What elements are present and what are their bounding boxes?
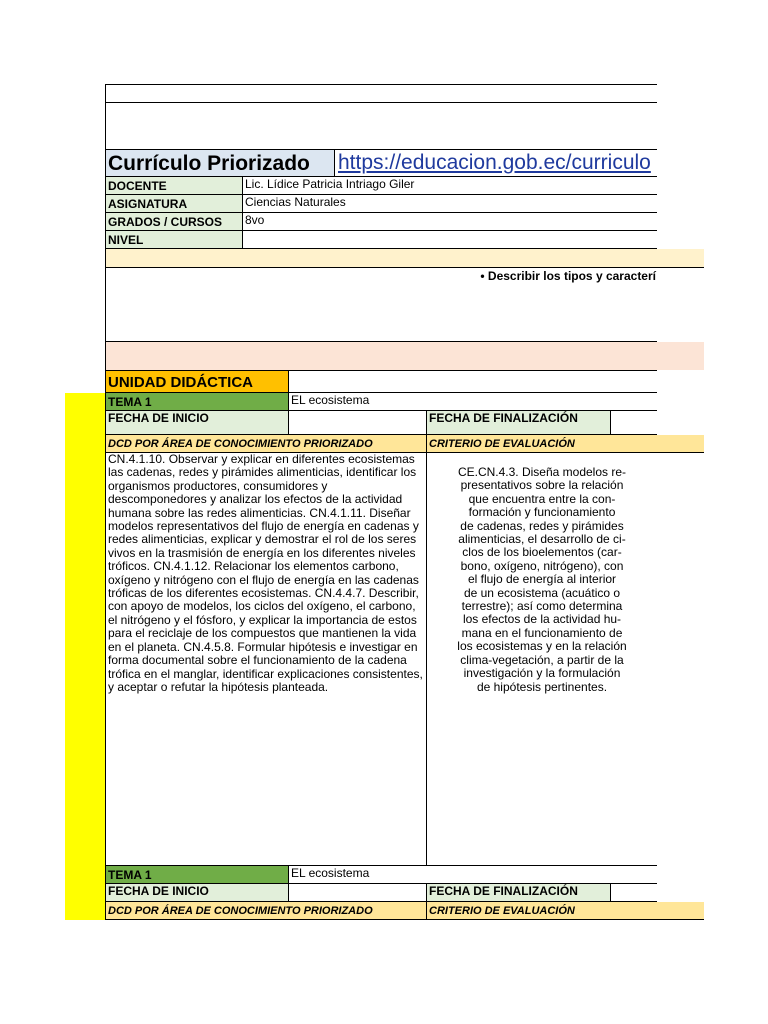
objective-text: • Describir los tipos y caracterí	[480, 269, 656, 283]
nivel-value	[243, 231, 657, 249]
criterio-line: clima-vegetación, a partir de la	[460, 652, 624, 667]
empty-row-header-space	[105, 103, 657, 150]
page-title-cell	[105, 149, 335, 177]
criterio-line: terrestre); así como determina	[461, 599, 623, 614]
dcd-text: CN.4.1.10. Observar y explicar en diferentes ecosistemas las cadenas, redes y pirámides alimenticias, identificar los organismos productores, consumidores y descomponedores y analizar los efectos de la actividad humana sobre las redes alimenticias. CN.4.1.11. Diseñar modelos representativos del flujo de energía en cadenas y redes alimenticias, explicar y demostrar el rol de los seres vivos en la trasmisión de energía en los diferentes niveles tróficos. CN.4.1.12. Relacionar los elementos carbono, oxígeno y nitrógeno con el flujo de energía en las cadenas tróficas de los diferentes ecosistemas. CN.4.4.7. Describir, con apoyo de modelos, los ciclos del oxígeno, el carbono, el nitrógeno y el fósforo, y explicar la importancia de estos para el reciclaje de los compuestos que mantienen la vida en el planeta. CN.4.5.8. Formular hipótesis e investigar en forma documental sobre el funcionamiento de la cadena trófica en el manglar, identificar explicaciones consistentes, y aceptar o refutar la hipótesis planteada.	[108, 453, 423, 694]
fecha-fin-value[interactable]	[611, 411, 657, 435]
grados-value: 8vo	[243, 213, 657, 231]
dcd-label-repeat: DCD POR ÁREA DE CONOCIMIENTO PRIORIZADO	[105, 902, 427, 920]
criterio-label: CRITERIO DE EVALUACIÓN	[427, 435, 704, 453]
curriculum-link[interactable]: https://educacion.gob.ec/curriculo	[338, 151, 651, 174]
criterio-line: investigación y la formulación	[463, 666, 621, 681]
docente-value: Lic. Lídice Patricia Intriago Giler	[243, 177, 657, 195]
criterio-line: de un ecosistema (acuático o	[463, 585, 621, 600]
criterio-line: de cadenas, redes y pirámides	[460, 518, 624, 533]
yellow-side-bar	[65, 393, 106, 920]
dcd-content-cell	[105, 453, 427, 866]
fecha-inicio-value[interactable]	[289, 411, 427, 435]
fecha-inicio-value-repeat[interactable]	[289, 884, 427, 902]
fecha-fin-value-repeat[interactable]	[611, 884, 657, 902]
curriculum-link-cell	[335, 149, 657, 177]
fecha-inicio-label-repeat: FECHA DE INICIO	[105, 884, 289, 902]
unit-label: UNIDAD DIDÁCTICA	[105, 370, 289, 393]
asignatura-value: Ciencias Naturales	[243, 195, 657, 213]
asignatura-label: ASIGNATURA	[105, 195, 243, 213]
page-title: Currículo Priorizado	[108, 152, 310, 175]
criterio-line: mana en el funcionamiento de	[461, 625, 623, 640]
grados-label: GRADOS / CURSOS	[105, 213, 243, 231]
criterio-line: clos de los bioelementos (car-	[462, 545, 622, 560]
nivel-label: NIVEL	[105, 231, 243, 249]
criterio-text	[427, 466, 657, 694]
criterio-line: bono, oxígeno, nitrógeno), con	[460, 558, 624, 573]
objectives-header-band	[105, 249, 704, 268]
criterio-line: que encuentra entre la con-	[468, 491, 616, 506]
tema-1-label-repeat: TEMA 1	[105, 866, 289, 884]
fecha-fin-label: FECHA DE FINALIZACIÓN	[427, 411, 611, 435]
criterio-line: formación y funcionamiento	[468, 505, 616, 520]
criterio-content-cell	[427, 453, 657, 866]
docente-label: DOCENTE	[105, 177, 243, 195]
criterio-line: los efectos de la actividad hu-	[462, 612, 622, 627]
empty-row-top	[105, 84, 657, 103]
criterio-line: de hipótesis pertinentes.	[476, 679, 608, 694]
unit-header-band	[105, 342, 704, 370]
criterio-label-repeat: CRITERIO DE EVALUACIÓN	[427, 902, 704, 920]
criterio-line: CE.CN.4.3. Diseña modelos re-	[457, 465, 627, 479]
criterio-line: los ecosistemas y en la relación	[457, 639, 627, 654]
tema-1-value: EL ecosistema	[289, 393, 657, 411]
fecha-fin-label-repeat: FECHA DE FINALIZACIÓN	[427, 884, 611, 902]
unit-value	[289, 370, 657, 393]
criterio-line: alimenticias, el desarrollo de ci-	[458, 532, 626, 547]
dcd-label: DCD POR ÁREA DE CONOCIMIENTO PRIORIZADO	[105, 435, 427, 453]
tema-1-value-repeat: EL ecosistema	[289, 866, 657, 884]
tema-1-label: TEMA 1	[105, 393, 289, 411]
criterio-line: el flujo de energía al interior	[467, 572, 617, 587]
criterio-line: presentativos sobre la relación	[460, 478, 624, 493]
fecha-inicio-label: FECHA DE INICIO	[105, 411, 289, 435]
